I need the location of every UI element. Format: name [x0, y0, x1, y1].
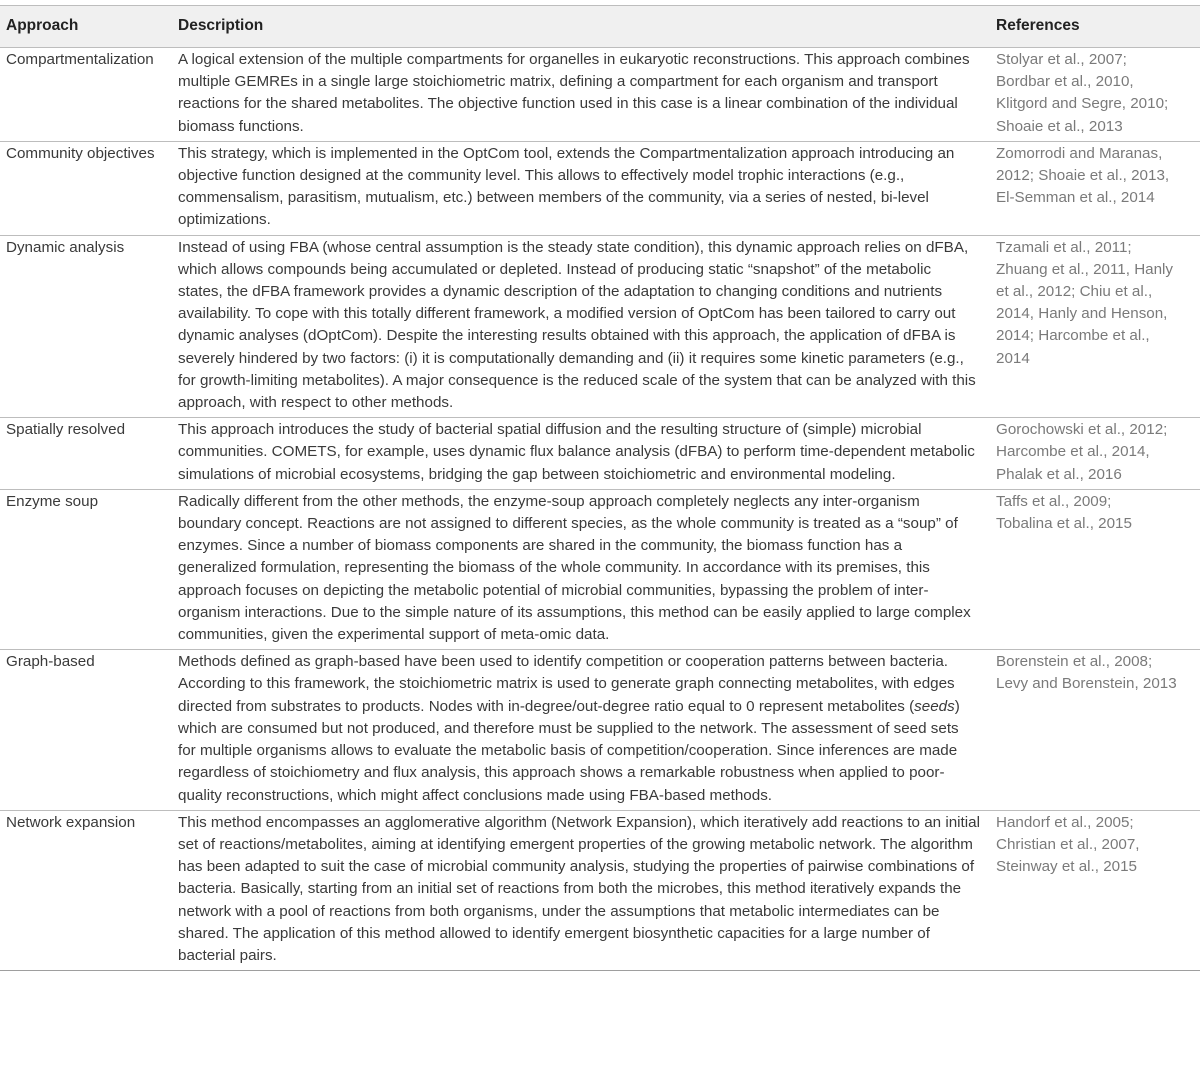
approaches-table: [0, 5, 1200, 971]
reference-citation[interactable]: Levy and Borenstein, 2013: [996, 675, 1177, 693]
reference-citation[interactable]: Tobalina et al., 2015: [996, 515, 1132, 533]
approach-cell: Network expansion: [6, 813, 136, 831]
reference-citation[interactable]: Christian et al., 2007,: [996, 835, 1140, 853]
reference-citation[interactable]: Phalak et al., 2016: [996, 465, 1122, 483]
reference-citation[interactable]: Shoaie et al., 2013: [996, 117, 1123, 135]
table-row: [0, 418, 1200, 490]
reference-citation[interactable]: Zomorrodi and Maranas,: [996, 144, 1163, 162]
reference-citation[interactable]: 2014, Hanly and Henson,: [996, 305, 1168, 323]
description-text: Radically different from the other methods, the enzyme-soup approach completely neglects any inter-organism boundary concept. Reactions are not assigned to different species, as the whole community is treated as a “soup” of enzymes. Since a number of biomass components are shared in the community, the biomass function has a generalized formulation, representing the biomass of the whole community. In accordance with its premises, this approach focuses on depicting the metabolic potential of microbial communities, bypassing the problem of inter-organism interactions. Due to the simple nature of its assumptions, this method can be easily applied to large complex communities, given the experimental support of meta-omic data.: [178, 492, 971, 644]
reference-citation[interactable]: Taffs et al., 2009;: [996, 492, 1112, 510]
description-text: This strategy, which is implemented in the OptCom tool, extends the Compartmentalization approach introducing an objective function designed at the community level. This allows to effectively model trophic interactions (e.g., commensalism, parasitism, mutualism, etc.) between members of the community, via a series of nested, bi-level optimizations.: [178, 144, 955, 229]
header-references: References: [996, 17, 1080, 34]
references-cell: [990, 810, 1200, 970]
table-header: [0, 6, 1200, 48]
description-cell: [172, 141, 990, 235]
references-cell: [990, 418, 1200, 490]
table-body: [0, 48, 1200, 971]
table-row: [0, 650, 1200, 810]
approach-cell: Spatially resolved: [6, 421, 126, 439]
reference-citation[interactable]: Steinway et al., 2015: [996, 858, 1137, 876]
reference-citation[interactable]: et al., 2012; Chiu et al.,: [996, 283, 1153, 301]
description-cell: [172, 810, 990, 970]
description-cell: [172, 48, 990, 142]
description-cell: [172, 418, 990, 490]
reference-citation[interactable]: Tzamali et al., 2011;: [996, 238, 1132, 256]
reference-citation[interactable]: 2014; Harcombe et al.,: [996, 327, 1150, 345]
reference-citation[interactable]: Harcombe et al., 2014,: [996, 443, 1150, 461]
table-row: [0, 489, 1200, 649]
description-italic-term: seeds: [914, 697, 955, 715]
description-cell: [172, 489, 990, 649]
table-row: [0, 48, 1200, 142]
table-row: [0, 141, 1200, 235]
approaches-table-container: [0, 5, 1200, 971]
description-text: This method encompasses an agglomerative algorithm (Network Expansion), which iteratively add reactions to an initial set of reactions/metabolites, aiming at identifying emergent properties of the growing metabolic network. The algorithm has been adapted to suit the case of microbial community analysis, studying the properties of pairwise combinations of bacteria. Basically, starting from an initial set of reactions from both the microbes, this method iteratively expands the network with a pool of reactions from both organisms, under the assumptions that metabolic intermediates can be shared. The application of this method allowed to identify emergent biosynthetic capacities for a large number of bacterial pairs.: [178, 813, 980, 964]
description-cell: [172, 650, 990, 810]
description-text: A logical extension of the multiple compartments for organelles in eukaryotic reconstructions. This approach combines multiple GEMREs in a single large stoichiometric matrix, defining a compartment for each organism and transport reactions for the shared metabolites. The objective function used in this case is a linear combination of the individual biomass functions.: [178, 51, 970, 135]
reference-citation[interactable]: Borenstein et al., 2008;: [996, 653, 1153, 671]
references-cell: [990, 48, 1200, 142]
references-cell: [990, 489, 1200, 649]
header-description: Description: [178, 17, 264, 34]
reference-citation[interactable]: Bordbar et al., 2010,: [996, 73, 1134, 91]
reference-citation[interactable]: Stolyar et al., 2007;: [996, 51, 1127, 68]
table-row: [0, 810, 1200, 970]
reference-citation[interactable]: Zhuang et al., 2011, Hanly: [996, 260, 1174, 278]
description-text: Methods defined as graph-based have been used to identify competition or cooperation patterns between bacteria. According to this framework, the stoichiometric matrix is used to generate graph connecting metabolites, with edges directed from substrates to products. Nodes with in-degree/out-degree ratio equal to 0 represent metabolites (: [178, 653, 955, 715]
approach-cell: Graph-based: [6, 653, 95, 671]
header-approach: Approach: [6, 17, 79, 34]
approach-cell: Community objectives: [6, 144, 155, 162]
header-row: [0, 6, 1200, 48]
reference-citation[interactable]: 2012; Shoaie et al., 2013,: [996, 167, 1170, 185]
reference-citation[interactable]: Klitgord and Segre, 2010;: [996, 95, 1169, 113]
references-cell: [990, 650, 1200, 810]
approach-cell: Compartmentalization: [6, 51, 154, 68]
reference-citation[interactable]: Gorochowski et al., 2012;: [996, 421, 1168, 439]
description-text: Instead of using FBA (whose central assumption is the steady state condition), this dynamic approach relies on dFBA, which allows compounds being accumulated or depleted. Instead of producing static “snapshot” of the metabolic states, the dFBA framework provides a dynamic description of the adaptation to changing conditions and nutrients availability. To cope with this totally different framework, a modified version of OptCom has been tailored to carry out dynamic analyses (dOptCom). Despite the interesting results obtained with this approach, the application of dFBA is severely hindered by two factors: (i) it is computationally demanding and (ii) it requires some kinetic parameters (e.g., for growth-limiting metabolites). A major consequence is the reduced scale of the system that can be analyzed with this approach, with respect to other methods.: [178, 238, 976, 412]
approach-cell: Enzyme soup: [6, 492, 99, 510]
table-row: [0, 235, 1200, 418]
description-text: ) which are consumed but not produced, and therefore must be supplied to the network. The assessment of seed sets for multiple organisms allows to evaluate the metabolic basis of competition/cooperation. Since inferences are made regardless of stoichiometry and flux analysis, this approach shows a remarkable robustness when applied to poor-quality reconstructions, which might affect conclusions made using FBA-based methods.: [178, 697, 960, 804]
references-cell: [990, 141, 1200, 235]
description-text: This approach introduces the study of bacterial spatial diffusion and the resulting structure of (simple) microbial communities. COMETS, for example, uses dynamic flux balance analysis (dFBA) to perform time-dependent metabolic simulations of microbial ecosystems, bridging the gap between stoichiometric and environmental modeling.: [178, 421, 975, 483]
references-cell: [990, 235, 1200, 418]
reference-citation[interactable]: 2014: [996, 349, 1030, 367]
approach-cell: Dynamic analysis: [6, 238, 125, 256]
reference-citation[interactable]: Handorf et al., 2005;: [996, 813, 1134, 831]
reference-citation[interactable]: El-Semman et al., 2014: [996, 189, 1155, 207]
description-cell: [172, 235, 990, 418]
